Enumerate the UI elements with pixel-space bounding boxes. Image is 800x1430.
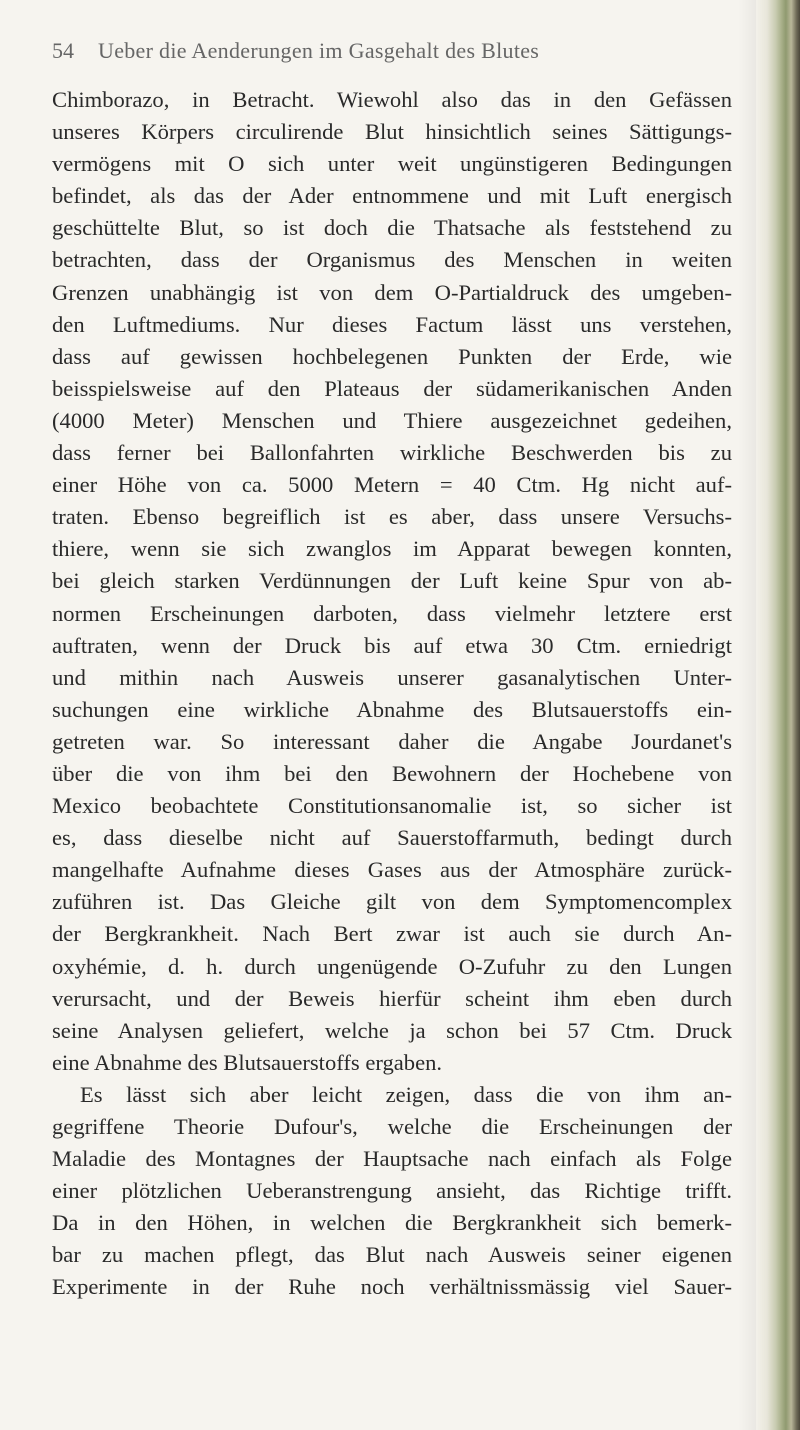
text-line: betrachten, dass der Organismus des Menschen in weiten (52, 247, 732, 273)
text-line: einer plötzlichen Ueberanstrengung ansieht, das Richtige trifft. (52, 1178, 732, 1204)
text-line: thiere, wenn sie sich zwanglos im Apparat bewegen konnten, (52, 536, 732, 562)
text-line: oxyhémie, d. h. durch ungenügende O-Zufuhr zu den Lungen (52, 953, 732, 979)
running-head: Ueber die Aenderungen im Gasgehalt des Blutes (98, 38, 540, 63)
text-line: mangelhafte Aufnahme dieses Gases aus der Atmosphäre zurück- (52, 857, 732, 883)
text-line: traten. Ebenso begreiflich ist es aber, dass unsere Versuchs- (52, 504, 732, 530)
text-line: verursacht, und der Beweis hierfür scheint ihm eben durch (52, 985, 732, 1011)
text-line: seine Analysen geliefert, welche ja schon bei 57 Ctm. Druck (52, 1017, 732, 1043)
text-line: auftraten, wenn der Druck bis auf etwa 30 Ctm. erniedrigt (52, 632, 732, 658)
text-line: Grenzen unabhängig ist von dem O-Partialdruck des umgeben- (52, 279, 732, 305)
text-line: bei gleich starken Verdünnungen der Luft keine Spur von ab- (52, 568, 732, 594)
text-line: zuführen ist. Das Gleiche gilt von dem Symptomencomplex (52, 889, 732, 915)
text-line: (4000 Meter) Menschen und Thiere ausgezeichnet gedeihen, (52, 407, 732, 433)
text-line: und mithin nach Ausweis unserer gasanalytischen Unter- (52, 664, 732, 690)
text-line: beisspielsweise auf den Plateaus der südamerikanischen Anden (52, 375, 732, 401)
text-line: es, dass dieselbe nicht auf Sauerstoffarmuth, bedingt durch (52, 825, 732, 851)
text-line: bar zu machen pflegt, das Blut nach Ausweis seiner eigenen (52, 1242, 732, 1268)
text-line: über die von ihm bei den Bewohnern der Hochebene von (52, 760, 732, 786)
text-line: geschüttelte Blut, so ist doch die Thatsache als feststehend zu (52, 215, 732, 241)
text-line: unseres Körpers circulirende Blut hinsichtlich seines Sättigungs- (52, 119, 732, 145)
text-line: Es lässt sich aber leicht zeigen, dass die von ihm an- (80, 1081, 732, 1107)
text-line: dass ferner bei Ballonfahrten wirkliche Beschwerden bis zu (52, 440, 732, 466)
text-line: normen Erscheinungen darboten, dass vielmehr letztere erst (52, 600, 732, 626)
text-line: der Bergkrankheit. Nach Bert zwar ist auch sie durch An- (52, 921, 732, 947)
text-line: eine Abnahme des Blutsauerstoffs ergaben. (52, 1049, 443, 1075)
body-text (52, 84, 732, 1304)
text-line: Experimente in der Ruhe noch verhältnissmässig viel Sauer- (52, 1274, 732, 1300)
text-line: Maladie des Montagnes der Hauptsache nach einfach als Folge (52, 1146, 732, 1172)
text-line: Mexico beobachtete Constitutionsanomalie ist, so sicher ist (52, 793, 732, 819)
text-line: gegriffene Theorie Dufour's, welche die Erscheinungen der (52, 1114, 732, 1139)
text-line: suchungen eine wirkliche Abnahme des Blutsauerstoffs ein- (52, 696, 732, 722)
book-binding-edge (756, 0, 800, 1430)
text-line: Chimborazo, in Betracht. Wiewohl also das in den Gefässen (52, 87, 732, 112)
text-line: befindet, als das der Ader entnommene und mit Luft energisch (52, 183, 732, 209)
binding-shadow (738, 0, 756, 1430)
page-number: 54 (52, 38, 74, 63)
text-line: einer Höhe von ca. 5000 Metern = 40 Ctm. Hg nicht auf- (52, 472, 732, 498)
text-line: Da in den Höhen, in welchen die Bergkrankheit sich bemerk- (52, 1210, 732, 1236)
text-line: getreten war. So interessant daher die Angabe Jourdanet's (52, 728, 732, 754)
text-line: vermögens mit O sich unter weit ungünstigeren Bedingungen (52, 151, 732, 177)
text-line: dass auf gewissen hochbelegenen Punkten der Erde, wie (52, 343, 732, 369)
page-header (52, 38, 692, 70)
text-line: den Luftmediums. Nur dieses Factum lässt uns verstehen, (52, 311, 732, 337)
